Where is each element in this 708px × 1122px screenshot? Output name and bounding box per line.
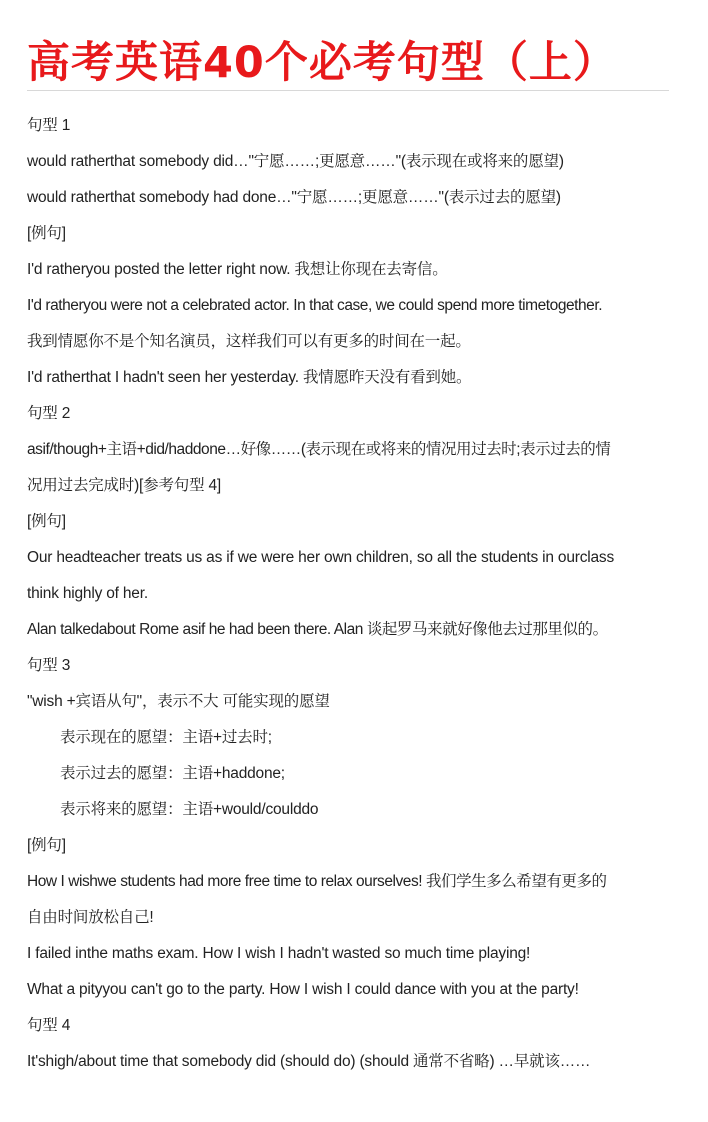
pattern-detail: 表示将来的愿望：主语+would/coulddo (60, 801, 319, 818)
example-sentence: I'd ratheryou were not a celebrated actor. In that case, we could spend more timetogether. (27, 297, 603, 314)
example-label: [例句] (27, 837, 66, 854)
pattern-line: would ratherthat somebody did…"宁愿……;更愿意……"(表示现在或将来的愿望) (27, 153, 564, 170)
pattern-line: asif/though+主语+did/haddone…好像……(表示现在或将来的情况用过去时;表示过去的情 (27, 441, 611, 458)
title-divider (27, 90, 669, 91)
example-sentence: 自由时间放松自己! (27, 909, 154, 926)
example-sentence: Alan talkedabout Rome asif he had been there. Alan 谈起罗马来就好像他去过那里似的。 (27, 621, 608, 638)
example-sentence: How I wishwe students had more free time to relax ourselves! 我们学生多么希望有更多的 (27, 873, 607, 890)
example-sentence: Our headteacher treats us as if we were her own children, so all the students in ourclass (27, 549, 615, 566)
pattern-line: "wish +宾语从句"，表示不大 可能实现的愿望 (27, 693, 330, 710)
pattern-detail: 表示过去的愿望：主语+haddone; (60, 765, 285, 782)
pattern-line: 况用过去完成时)[参考句型 4] (27, 477, 222, 494)
pattern-detail: 表示现在的愿望：主语+过去时; (60, 729, 272, 746)
pattern-line: It'shigh/about time that somebody did (should do) (should 通常不省略) …早就该…… (27, 1053, 591, 1070)
section-heading-2: 句型 2 (27, 405, 71, 422)
section-heading-3: 句型 3 (27, 657, 71, 674)
page-title: 高考英语40个必考句型（上） (27, 38, 617, 88)
example-sentence: I'd ratherthat I hadn't seen her yesterday. 我情愿昨天没有看到她。 (27, 369, 472, 386)
example-label: [例句] (27, 225, 66, 242)
example-sentence: What a pityyou can't go to the party. How I wish I could dance with you at the party! (27, 981, 579, 998)
example-sentence: I'd ratheryou posted the letter right now. 我想让你现在去寄信。 (27, 261, 448, 278)
example-sentence: I failed inthe maths exam. How I wish I hadn't wasted so much time playing! (27, 945, 531, 962)
example-translation: 我到情愿你不是个知名演员，这样我们可以有更多的时间在一起。 (27, 333, 471, 350)
example-label: [例句] (27, 513, 66, 530)
example-sentence: think highly of her. (27, 585, 148, 602)
pattern-line: would ratherthat somebody had done…"宁愿……;更愿意……"(表示过去的愿望) (27, 189, 561, 206)
document-body (27, 108, 677, 1080)
section-heading-1: 句型 1 (27, 117, 71, 134)
section-heading-4: 句型 4 (27, 1017, 71, 1034)
